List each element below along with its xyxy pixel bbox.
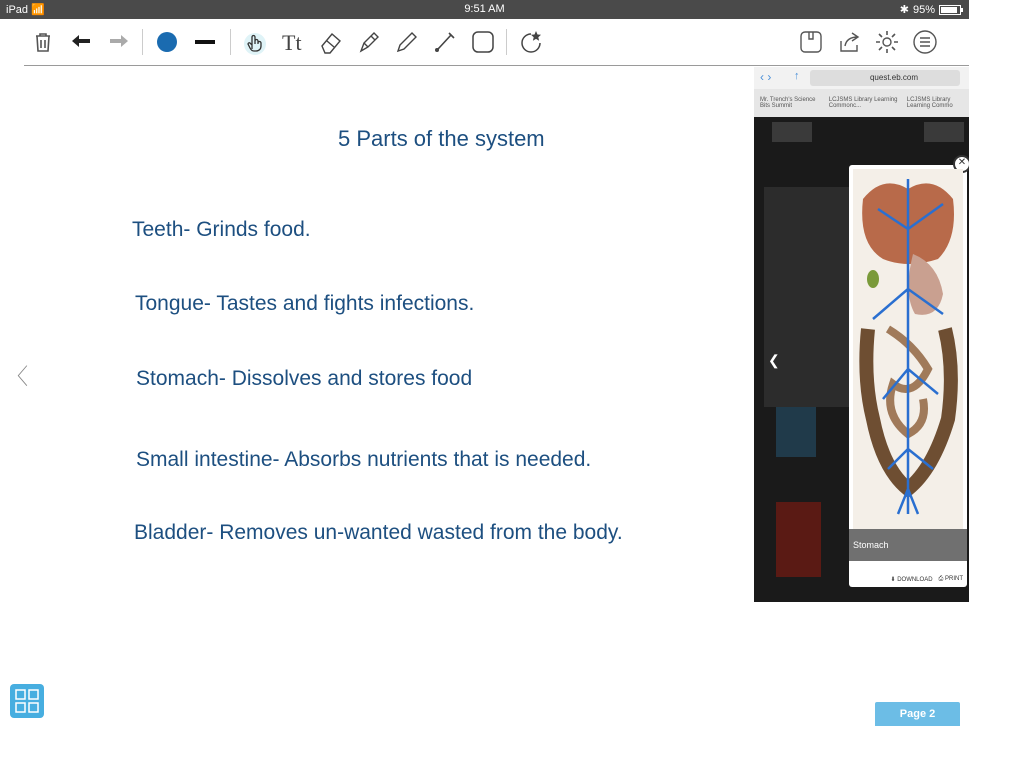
hand-icon[interactable]: [240, 26, 270, 58]
background-panel: [764, 187, 854, 407]
svg-text:Tt: Tt: [282, 30, 302, 55]
line-weight-icon[interactable]: [190, 26, 220, 58]
toolbar: [24, 19, 969, 66]
page-indicator-button[interactable]: Page 2: [875, 702, 960, 726]
trash-icon[interactable]: [28, 26, 58, 58]
battery-percent: 95%: [912, 3, 935, 16]
battery-icon: [939, 5, 961, 15]
previous-page-icon[interactable]: 〈: [6, 364, 29, 389]
color-dot-icon[interactable]: [152, 26, 182, 58]
clock: 9:51 AM: [464, 3, 505, 15]
share-icon[interactable]: [834, 26, 864, 58]
eraser-icon[interactable]: [316, 26, 346, 58]
list-item-small-intestine: Small intestine- Absorbs nutrients that is needed.: [136, 448, 592, 471]
brush-icon[interactable]: [430, 26, 460, 58]
bluetooth-icon: ✱: [899, 4, 909, 16]
status-bar: [0, 0, 969, 19]
digestive-system-image: [853, 169, 963, 529]
carousel-prev-icon[interactable]: ❮: [768, 352, 780, 368]
embedded-screenshot[interactable]: [754, 67, 969, 602]
browser-share-icon: ↑: [794, 70, 800, 82]
grid-icon: [15, 689, 39, 713]
settings-icon[interactable]: [872, 26, 902, 58]
star-add-icon[interactable]: [516, 26, 546, 58]
list-item-tongue: Tongue- Tastes and fights infections.: [135, 292, 475, 315]
close-icon[interactable]: ✕: [953, 155, 969, 173]
browser-url: quest.eb.com: [810, 70, 960, 86]
save-icon[interactable]: [796, 26, 826, 58]
popup-actions: [890, 576, 963, 583]
list-item-bladder: Bladder- Removes un-wanted wasted from the body.: [134, 521, 623, 544]
list-item-teeth: Teeth- Grinds food.: [132, 218, 311, 241]
page-grid-button[interactable]: [10, 684, 44, 718]
browser-bookmarks: Mr. Trench's Science Bits Summit LCJSMS Library Learning Commonc... LCJSMS Library Learning Commo: [754, 89, 969, 117]
image-caption: Stomach: [849, 529, 967, 561]
list-item-stomach: Stomach- Dissolves and stores food: [136, 367, 473, 390]
slide-title: 5 Parts of the system: [338, 126, 545, 151]
download-button[interactable]: ⬇ DOWNLOAD: [890, 577, 933, 583]
image-popup: [849, 157, 967, 587]
undo-icon[interactable]: [66, 26, 96, 58]
pencil-icon[interactable]: [392, 26, 422, 58]
battery-status: [900, 3, 961, 16]
menu-icon[interactable]: [910, 26, 940, 58]
shape-icon[interactable]: [468, 26, 498, 58]
pen-icon[interactable]: [354, 26, 384, 58]
print-button[interactable]: ⎙ PRINT: [938, 576, 963, 582]
redo-icon[interactable]: [104, 26, 134, 58]
browser-back-icon: ‹ ›: [760, 70, 772, 84]
text-tool-icon[interactable]: [278, 26, 308, 58]
browser-toolbar: [754, 67, 969, 89]
device-label: iPad 📶: [6, 4, 45, 16]
